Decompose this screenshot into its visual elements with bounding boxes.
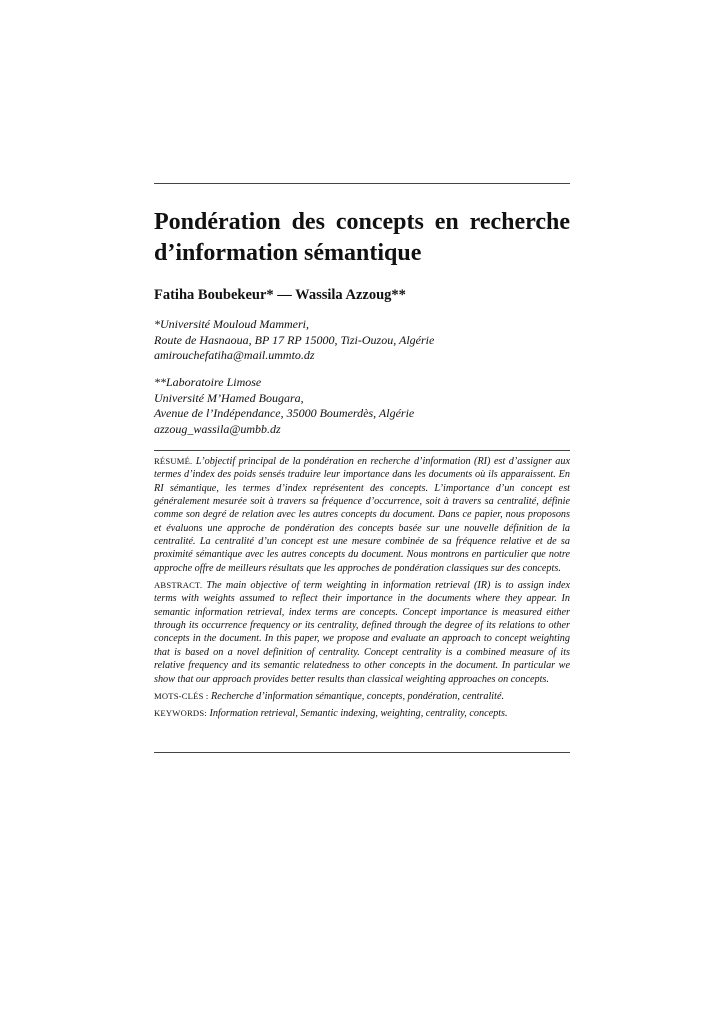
affiliation-2 bbox=[154, 375, 414, 437]
authors: Fatiha Boubekeur* — Wassila Azzoug** bbox=[154, 287, 406, 303]
abstract-paragraph bbox=[154, 579, 570, 686]
title-line-2: d’information sémantique bbox=[154, 240, 422, 266]
keywords-paragraph bbox=[154, 707, 570, 720]
abstract-text: The main objective of term weighting in information retrieval (IR) is to assign index terms with weights assumed to reflect their importance in the documents where they appear. In semantic information retrieval, index terms are concepts. Concept importance is measured either through its occurrence frequency or its centrality, defined through the degree of its relations to other concepts in the document. In this paper, we propose and evaluate an approach to concept weighting that is based on a novel definition of centrality. Concept centrality is a combined measure of its relative frequency and its semantic relatedness to other concepts in the document. In particular we show that our approach provides better results than classical weighting approaches on concepts. bbox=[154, 580, 570, 685]
resume-text: L’objectif principal de la pondération en recherche d’information (RI) est d’assigner aux termes d’index des poids sensés traduire leur importance dans les documents où ils apparaissent. En RI sémantique, les termes d’index représentent des concepts. L’importance d’un concept est généralement mesurée soit à travers sa fréquence d’occurrence, soit à travers sa centralité, définie comme son degré de relation avec les autres concepts du document. Dans ce papier, nous proposons et évaluons une approche de pondération des concepts basée sur une nouvelle définition de la centralité. La centralité d’un concept est une mesure combinée de sa fréquence relative et de sa proximité sémantique avec les autres concepts du document. Nous montrons en particulier que notre approche offre de meilleurs résultats que les approches de pondération classiques sur des concepts. bbox=[154, 456, 570, 574]
affiliation-2-line: Université M’Hamed Bougara, bbox=[154, 390, 304, 405]
abstract-block bbox=[154, 455, 570, 725]
top-rule bbox=[154, 183, 570, 184]
affiliation-1 bbox=[154, 317, 434, 364]
mots-cles-label: MOTS-CLÉS : bbox=[154, 690, 209, 701]
affiliation-1-line: *Université Mouloud Mammeri, bbox=[154, 317, 309, 331]
resume-label: RÉSUMÉ. bbox=[154, 456, 193, 466]
mots-cles-paragraph bbox=[154, 690, 570, 703]
affiliation-2-email: azzoug_wassila@umbb.dz bbox=[154, 421, 281, 436]
keywords-text: Information retrieval, Semantic indexing, weighting, centrality, concepts. bbox=[209, 708, 508, 720]
keywords-label: KEYWORDS: bbox=[154, 708, 207, 719]
affiliation-1-email: amirouchefatiha@mail.ummto.dz bbox=[154, 348, 315, 362]
mots-cles-text: Recherche d’information sémantique, concepts, pondération, centralité. bbox=[211, 690, 505, 702]
abstract-label: ABSTRACT. bbox=[154, 580, 203, 591]
title-line-1: Pondération des concepts en recherche bbox=[154, 209, 570, 235]
affiliation-2-line: Avenue de l’Indépendance, 35000 Boumerdès, Algérie bbox=[154, 406, 415, 420]
affiliation-2-line: **Laboratoire Limose bbox=[154, 375, 262, 389]
abstract-top-rule bbox=[154, 450, 570, 451]
affiliation-1-line: Route de Hasnaoua, BP 17 RP 15000, Tizi-Ouzou, Algérie bbox=[154, 332, 435, 347]
abstract-bottom-rule bbox=[154, 752, 570, 753]
paper-title bbox=[154, 207, 570, 269]
resume-paragraph bbox=[154, 455, 570, 575]
